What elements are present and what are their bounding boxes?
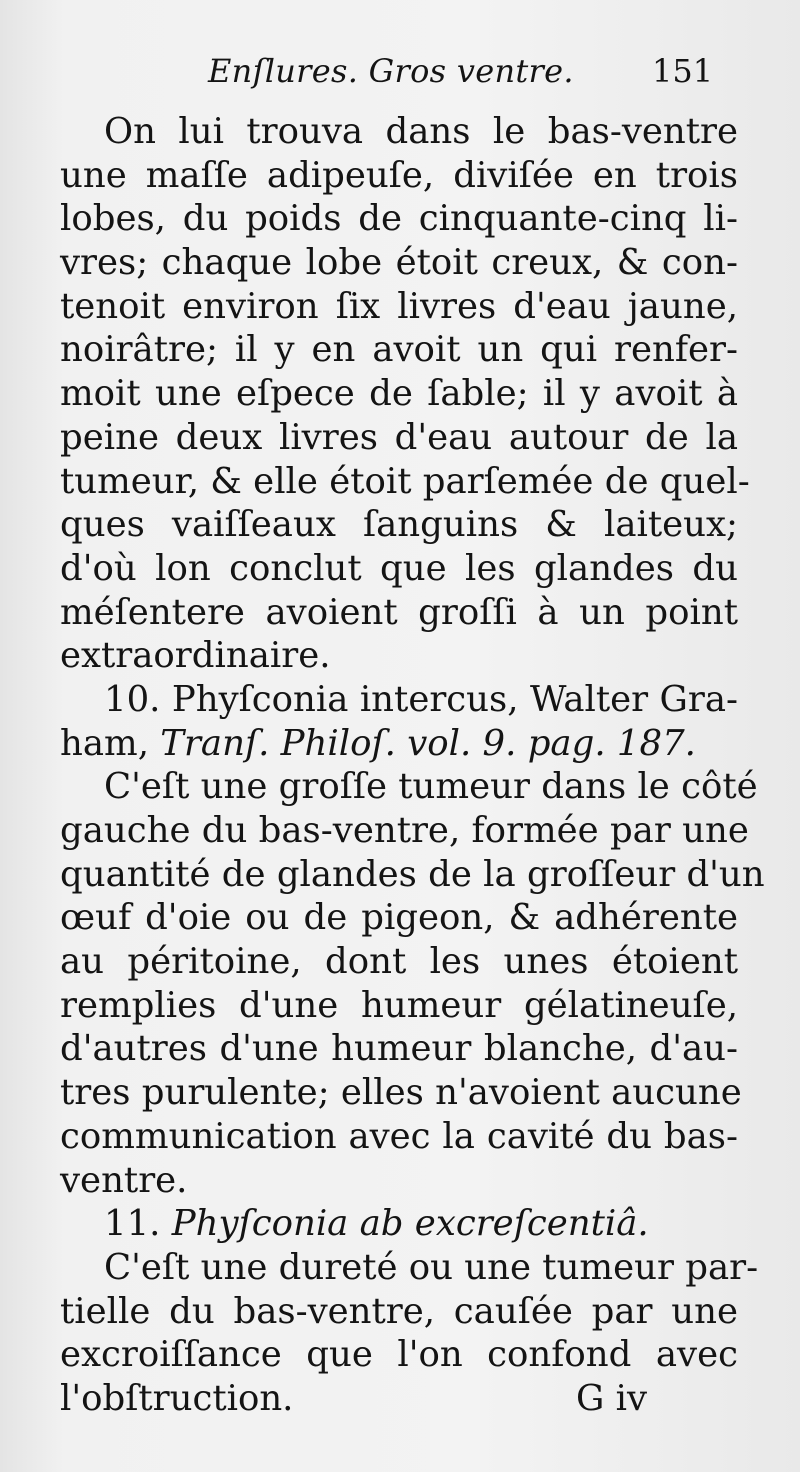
entry-author: , Walter Gra- [507, 678, 738, 720]
entry-11 [60, 1202, 738, 1246]
text-line: peine deux livres d'eau autour de la [60, 416, 738, 458]
text-line: tres purulente; elles n'avoient aucune [60, 1072, 742, 1114]
text-line: extraordinaire. [60, 635, 331, 677]
text-line: vres; chaque lobe étoit creux, & con- [60, 242, 738, 284]
text-line: tenoit environ ſix livres d'eau jaune, [60, 285, 738, 327]
page-body [60, 110, 765, 1421]
text-line: lobes, du poids de cinquante-cinq li- [60, 198, 738, 240]
text-line: au péritoine, dont les unes étoient [60, 941, 738, 983]
text-line: gauche du bas-ventre, formée par une [60, 810, 749, 851]
paragraph-1 [60, 110, 750, 678]
text-line: tumeur, & elle étoit parſemée de quel- [60, 460, 750, 502]
text-line: C'eſt une dureté ou une tumeur par- [104, 1246, 759, 1288]
entry-title: Phyſconia ab excreſcentiâ. [171, 1203, 649, 1245]
text-line: méſentere avoient groſſi à un point [60, 591, 738, 633]
entry-10 [60, 678, 738, 765]
text-line: quantité de glandes de la groſſeur d'un [60, 853, 765, 895]
text-line: d'où lon conclut que les glandes du [60, 547, 738, 589]
entry-reference-line [60, 722, 738, 766]
text-line: ventre. [60, 1159, 188, 1201]
text-line: remplies d'une humeur gélatineuſe, [60, 984, 738, 1026]
text-line: tielle du bas-ventre, cauſée par une [60, 1290, 738, 1332]
text-line: ques vaiſſeaux ſanguins & laiteux; [60, 504, 738, 546]
page-number: 151 [652, 52, 714, 90]
text-line: d'autres d'une humeur blanche, d'au- [60, 1028, 738, 1070]
entry-heading [60, 678, 738, 722]
text-line: C'eſt une groſſe tumeur dans le côté [104, 766, 758, 808]
signature-mark: G iv [576, 1377, 648, 1419]
text-line: communication avec la cavité du bas- [60, 1115, 738, 1157]
text-line: moit une eſpece de ſable; il y avoit à [60, 373, 738, 415]
entry-title: Phyſconia intercus [171, 678, 508, 720]
last-line-with-signature [60, 1377, 738, 1421]
text-line: excroiſſance que l'on confond avec [60, 1334, 738, 1376]
paragraph-2 [60, 765, 765, 1202]
entry-reference: Tranſ. Philoſ. vol. 9. pag. 187. [160, 722, 696, 764]
entry-author-cont: ham, [60, 722, 149, 764]
paragraph-3 [60, 1246, 759, 1421]
page-header [0, 52, 800, 102]
text-line: une maſſe adipeuſe, diviſée en trois [60, 154, 738, 196]
text-line: œuf d'oie ou de pigeon, & adhérente [60, 897, 738, 939]
text-line: l'obſtruction. [60, 1377, 294, 1419]
text-line: noirâtre; il y en avoit un qui renfer- [60, 329, 738, 371]
entry-heading [60, 1202, 738, 1246]
text-line: On lui trouva dans le bas-ventre [104, 111, 738, 152]
entry-number: 10. [104, 678, 161, 720]
running-title: Enſlures. Gros ventre. [208, 52, 574, 90]
entry-number: 11. [104, 1203, 161, 1245]
